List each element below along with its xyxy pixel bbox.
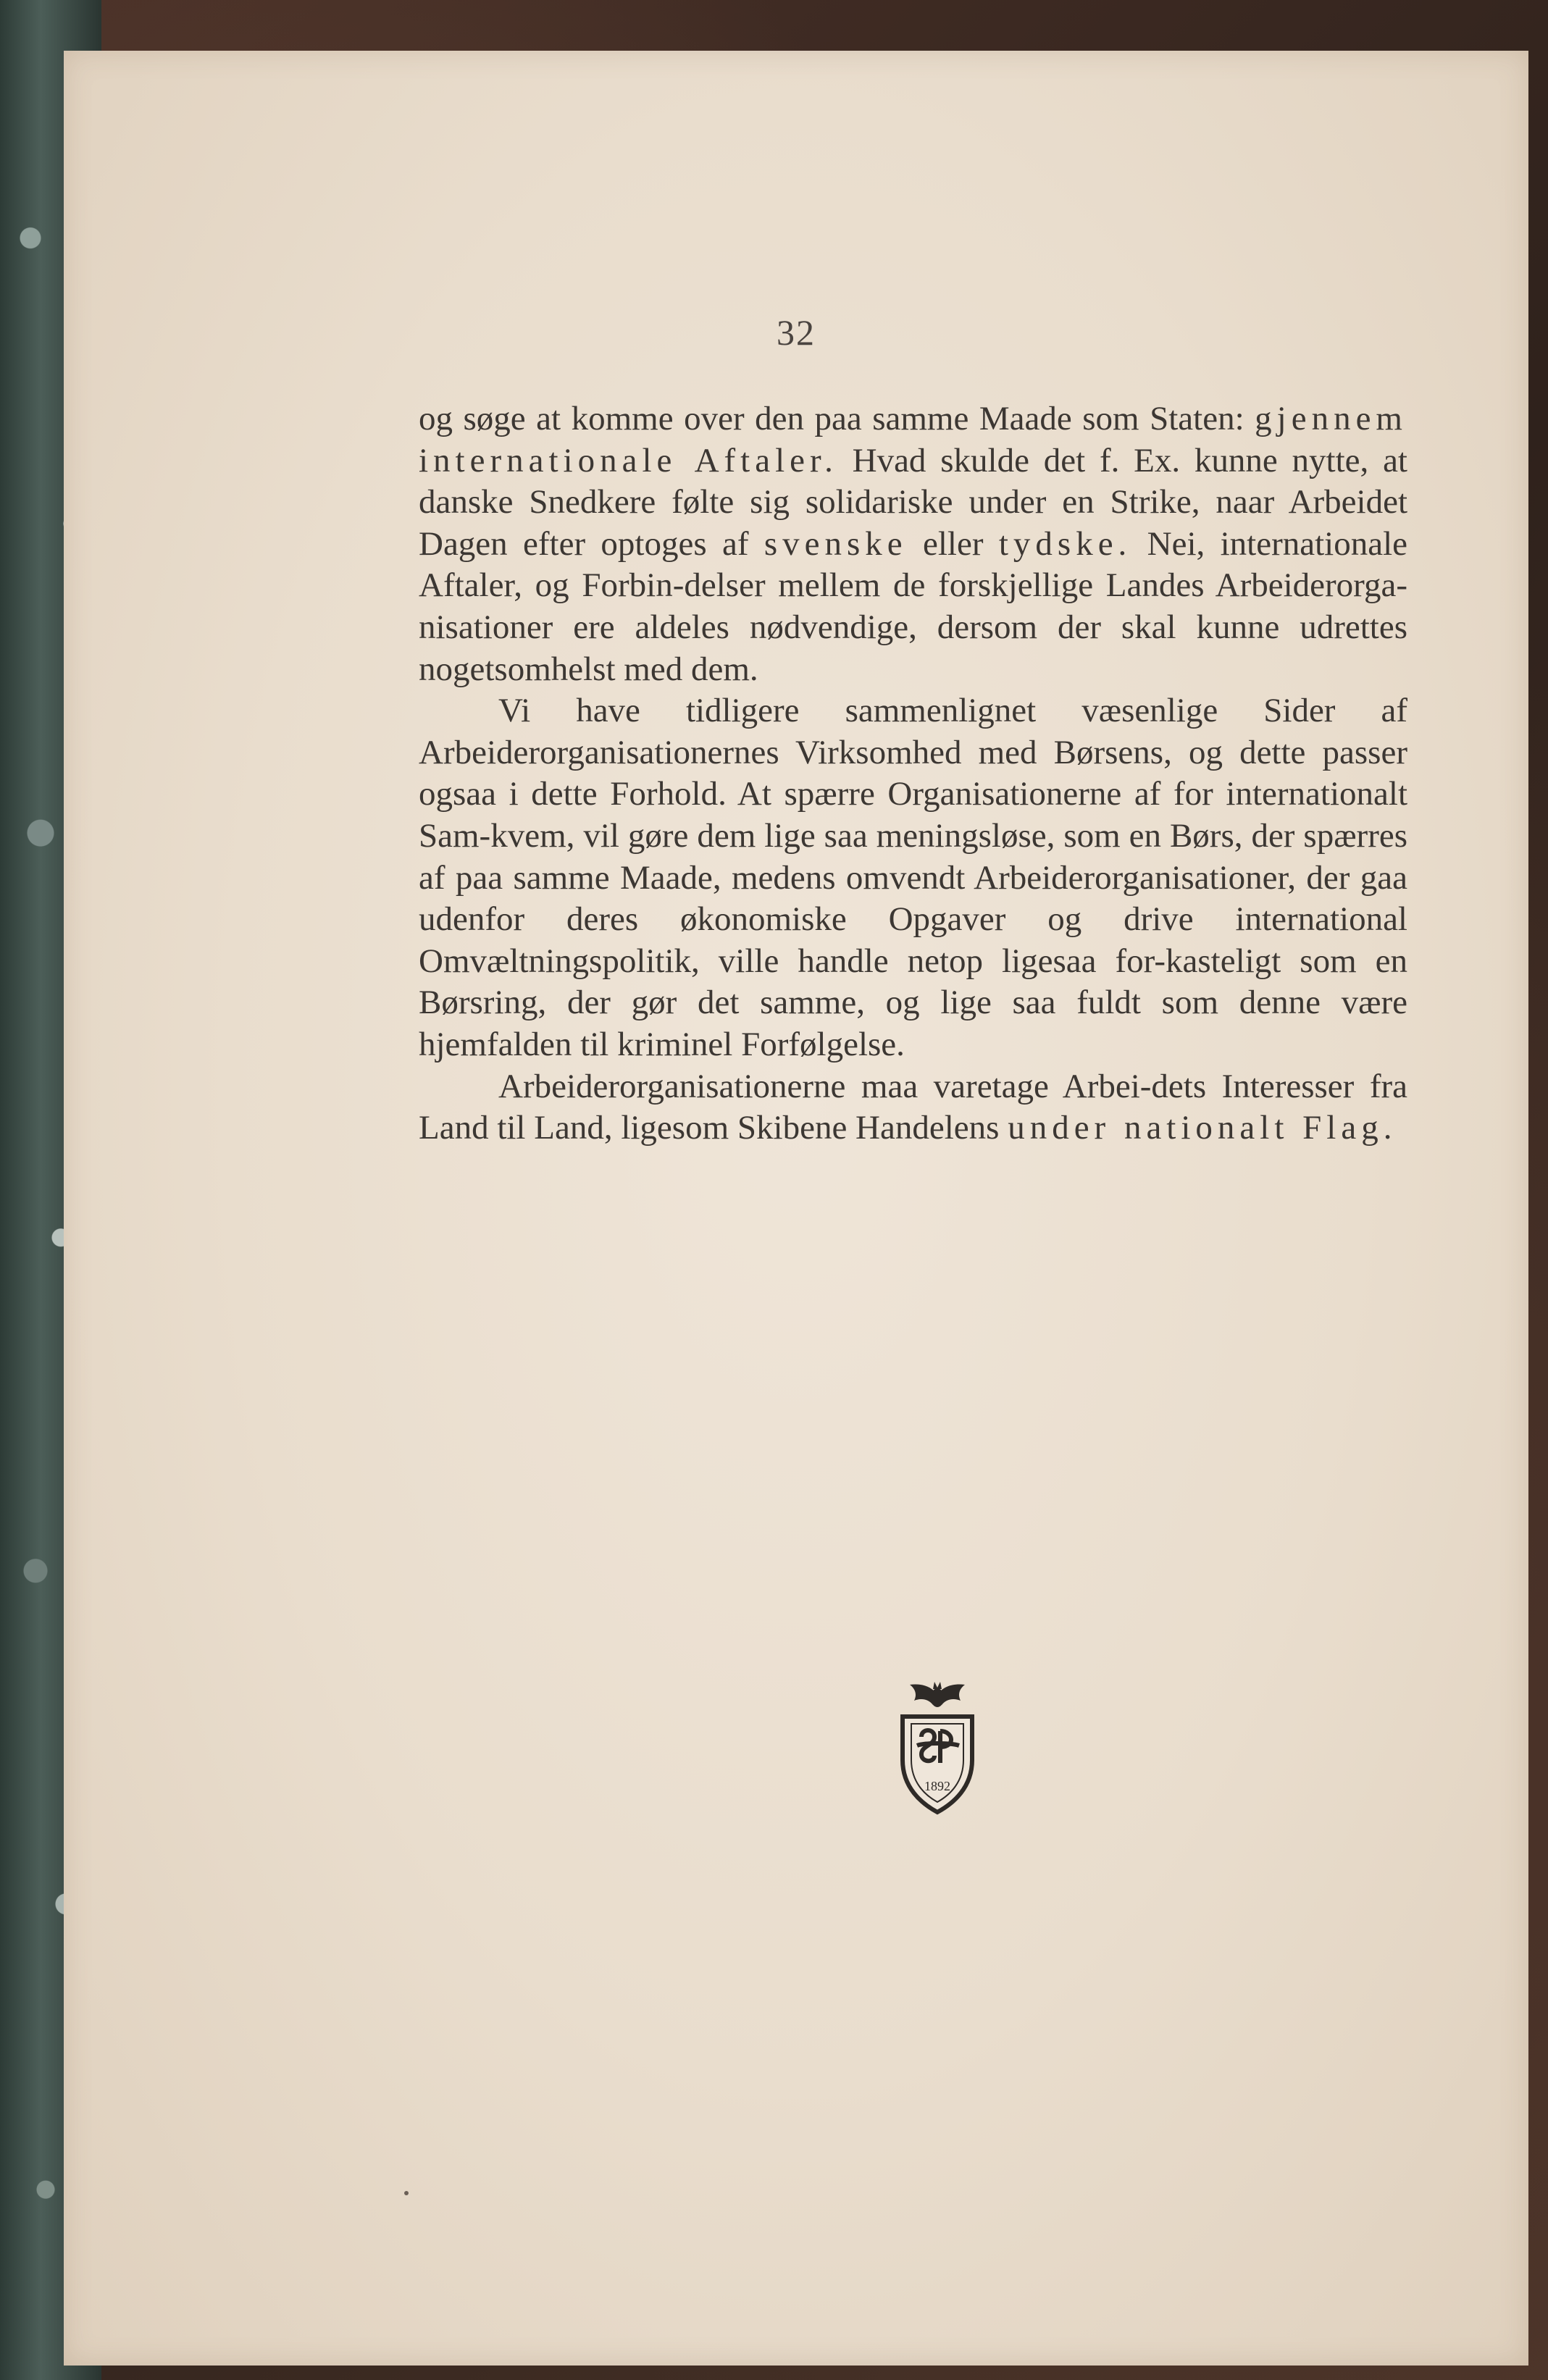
paragraph-1-emphasis-svenske: svenske [763,524,908,563]
book-page [64,51,1528,2366]
paragraph-1-part-1: og søge at komme over den paa samme Maade som Staten: [419,400,1255,437]
paragraph-3-emphasis-flag: under nationalt Flag. [1008,1109,1397,1147]
body-text [419,398,1407,1149]
paragraph-1-emphasis-aftaler: gjennem internationale Aftaler. [419,400,1407,479]
page-number: 32 [777,312,816,353]
paragraph-1-emphasis-tydske: tydske. [998,524,1132,563]
paragraph-2: Vi have tidligere sammenlignet væsenlige Sider af Arbeiderorganisationernes Virksomhed med Børsens, og dette passer ogsaa i dette Forhold. At spærre Organisationerne af for internationalt Sam-kvem, vil gøre dem lige saa meningsløse, som en Børs, der spærres af paa samme Maade, medens omvendt Arbeiderorganisationer, der gaa udenfor deres økonomiske Opgaver og drive international Omvæltningspolitik, ville handle netop ligesaa for-kasteligt som en Børsring, der gør det samme, og lige saa fuldt som denne være hjemfalden til kriminel Forfølgelse. [419,692,1407,1063]
paper-speck [404,2191,409,2195]
paragraph-1-part-3: Hvad skulde det f. Ex. kunne nytte, at danske Snedkere følte sig solidariske under en Strike, naar Arbeidet Dagen efter optoges af [419,441,1407,563]
ornament-year: 1892 [924,1779,950,1793]
paragraph-1 [419,398,1407,690]
printers-device-ornament [881,1673,994,1818]
paragraph-1-part-5: eller [907,524,999,563]
paragraph-3-part-1: Arbeiderorganisationerne maa varetage Arbei-dets Interesser fra Land til Land, ligesom Skibene Handelens [419,1067,1407,1147]
shield-icon [903,1717,972,1812]
paragraph-1-part-7: Nei, internationale Aftaler, og Forbin-delser mellem de forskjellige Landes Arbeiderorga-nisationer ere aldeles nødvendige, dersom der skal kunne udrettes nogetsomhelst med dem. [419,524,1407,688]
paragraph-3 [419,1066,1407,1149]
bat-icon [910,1682,965,1707]
